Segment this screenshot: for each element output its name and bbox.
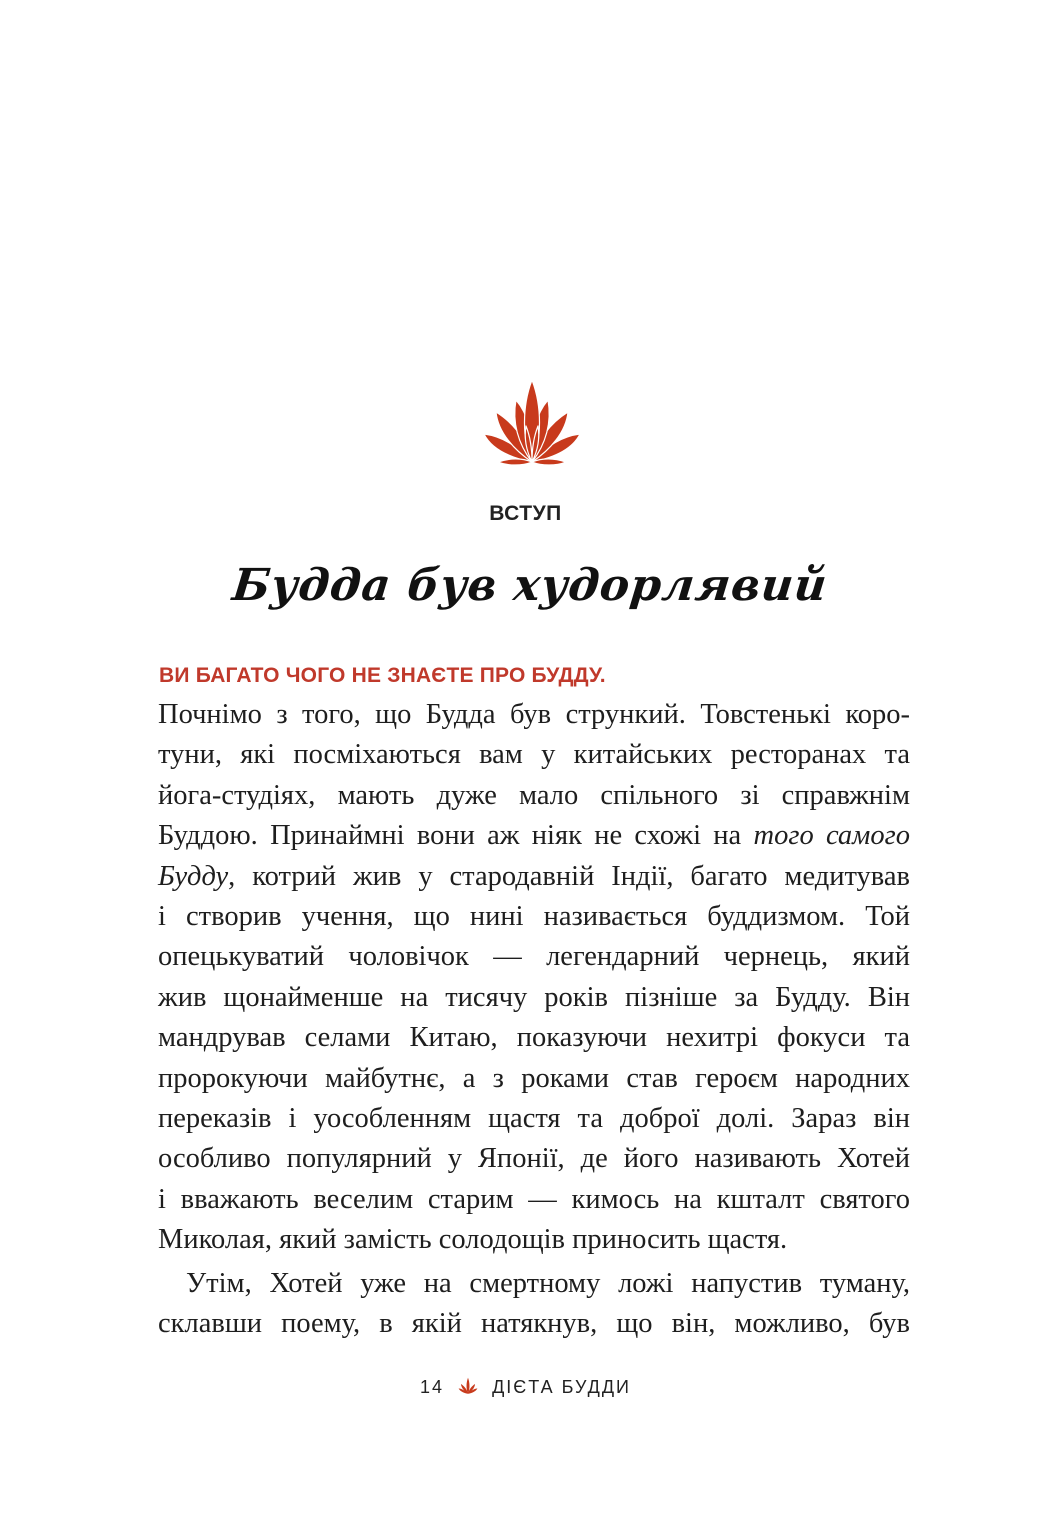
paragraph-2-line: Утім, Хотей уже на смертному ложі напустив туману, [186, 1267, 910, 1299]
page-footer [0, 1377, 1051, 1398]
paragraph-1-line: пророкуючи майбутнє, а з роками став героєм народних [158, 1062, 910, 1094]
paragraph-1-line: Миколая, який замість солодощів приносить щастя. [158, 1224, 788, 1256]
paragraph-2-line: склавши поему, в якій натякнув, що він, можливо, був [158, 1308, 910, 1340]
paragraph-1-text: Буддою. Принаймні вони аж ніяк не схожі на [158, 820, 754, 852]
emphasis-text: Будду [158, 860, 229, 892]
paragraph-1-line: і вважають веселим старим — кимось на кшталт святого [158, 1183, 910, 1215]
lead-heading: ВИ БАГАТО ЧОГО НЕ ЗНАЄТЕ ПРО БУДДУ. [159, 664, 606, 687]
paragraph-1-line: переказів і уособленням щастя та доброї долі. Зараз він [158, 1103, 910, 1135]
chapter-title: Будда був худорлявий [230, 560, 830, 611]
paragraph-1-line [158, 857, 910, 897]
paragraph-1-line [158, 816, 910, 856]
page-number: 14 [420, 1377, 445, 1397]
paragraph-1-line: йога-студіях, мають дуже мало спільного зі справжнім [158, 779, 910, 811]
lotus-icon [457, 1377, 479, 1395]
paragraph-1-line: жив щонайменше на тисячу років пізніше за Будду. Він [158, 981, 910, 1013]
paragraph-1-line: і створив учення, що нині називається буддизмом. Той [158, 901, 910, 933]
paragraph-1-text: , котрий жив у стародавній Індії, багато медитував [228, 860, 910, 892]
body-text [158, 695, 910, 1345]
paragraph-1-line: Почнімо з того, що Будда був стрункий. Товстенькі коро- [158, 699, 910, 730]
paragraph-1-line: опецькуватий чоловічок — легендарний чернець, який [158, 941, 910, 973]
emphasis-text: того самого [753, 820, 910, 852]
paragraph-1-line: особливо популярний у Японії, де його називають Хотей [158, 1143, 910, 1175]
paragraph-1-line: мандрував селами Китаю, показуючи нехитрі фокуси та [158, 1022, 910, 1054]
chapter-label: ВСТУП [489, 502, 562, 525]
lotus-icon [482, 376, 582, 468]
book-title: ДІЄТА БУДДИ [492, 1377, 631, 1397]
paragraph-1-line: туни, які посміхаються вам у китайських ресторанах та [158, 739, 910, 771]
